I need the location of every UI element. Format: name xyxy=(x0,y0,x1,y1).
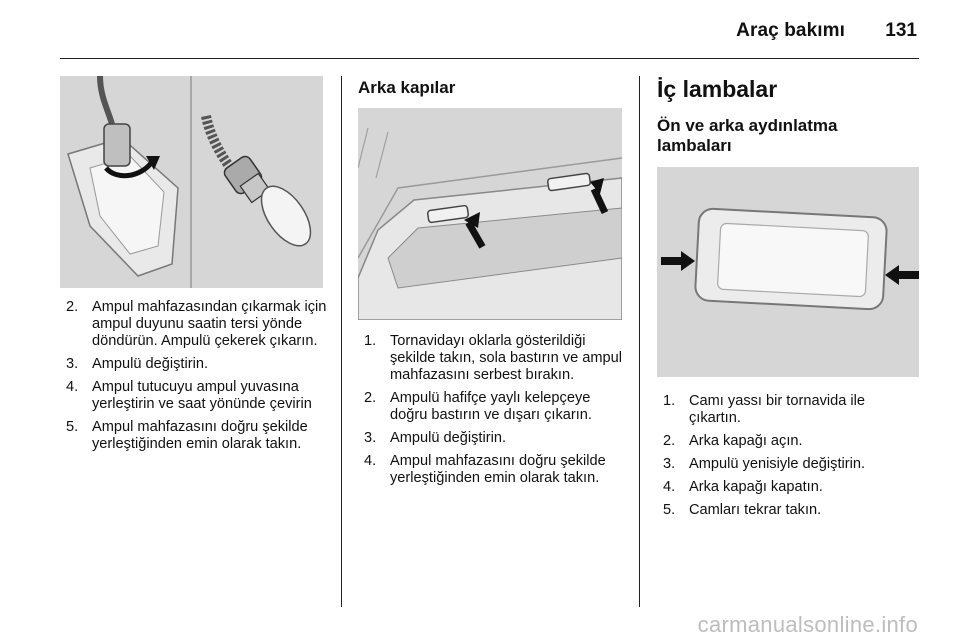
list-item: 2. Arka kapağı açın. xyxy=(663,433,803,449)
section-title: Araç bakımı xyxy=(736,20,845,41)
page-header xyxy=(60,0,919,59)
list-item: 2. Ampul mahfazasından çıkarmak için ampul duyunu saatin tersi yönde döndürün. Ampulü çekerek çıkarın. xyxy=(66,299,327,349)
column2-steps xyxy=(364,333,626,493)
column3-steps xyxy=(663,393,919,525)
bulb-holder-illustration xyxy=(60,76,323,288)
list-item: 1. Camı yassı bir tornavida ile çıkartın. xyxy=(663,393,866,426)
watermark-text: carmanualsonline.info xyxy=(697,612,918,637)
list-item: 2. Ampulü hafifçe yaylı kelepçeye doğru bastırın ve dışarı çıkarın. xyxy=(364,390,592,423)
section-heading-interior-lamps: İç lambalar xyxy=(657,76,778,102)
page-number: 131 xyxy=(885,20,917,41)
list-item: 1. Tornavidayı oklarla gösterildiği şekilde takın, sola bastırın ve ampul mahfazasını serbest bırakın. xyxy=(364,333,622,383)
list-item: 4. Ampul mahfazasını doğru şekilde yerleştiğinden emin olarak takın. xyxy=(364,453,606,486)
subheading-front-rear-lamps: Ön ve arka aydınlatma lambaları xyxy=(657,116,838,155)
list-item: 3. Ampulü değiştirin. xyxy=(66,356,208,372)
rear-door-lamp-illustration xyxy=(358,108,622,320)
list-item: 5. Ampul mahfazasını doğru şekilde yerleştiğinden emin olarak takın. xyxy=(66,419,308,452)
list-item: 4. Ampul tutucuyu ampul yuvasına yerleştirin ve saat yönünde çevirin xyxy=(66,379,312,412)
list-item: 5. Camları tekrar takın. xyxy=(663,502,822,518)
interior-lamp-illustration xyxy=(657,167,919,377)
list-item: 3. Ampulü yenisiyle değiştirin. xyxy=(663,456,866,472)
column1-steps xyxy=(66,299,328,459)
section-heading-rear-doors: Arka kapılar xyxy=(358,78,456,97)
list-item: 3. Ampulü değiştirin. xyxy=(364,430,506,446)
column-divider-2 xyxy=(639,76,640,607)
list-item: 4. Arka kapağı kapatın. xyxy=(663,479,823,495)
column-divider-1 xyxy=(341,76,342,607)
